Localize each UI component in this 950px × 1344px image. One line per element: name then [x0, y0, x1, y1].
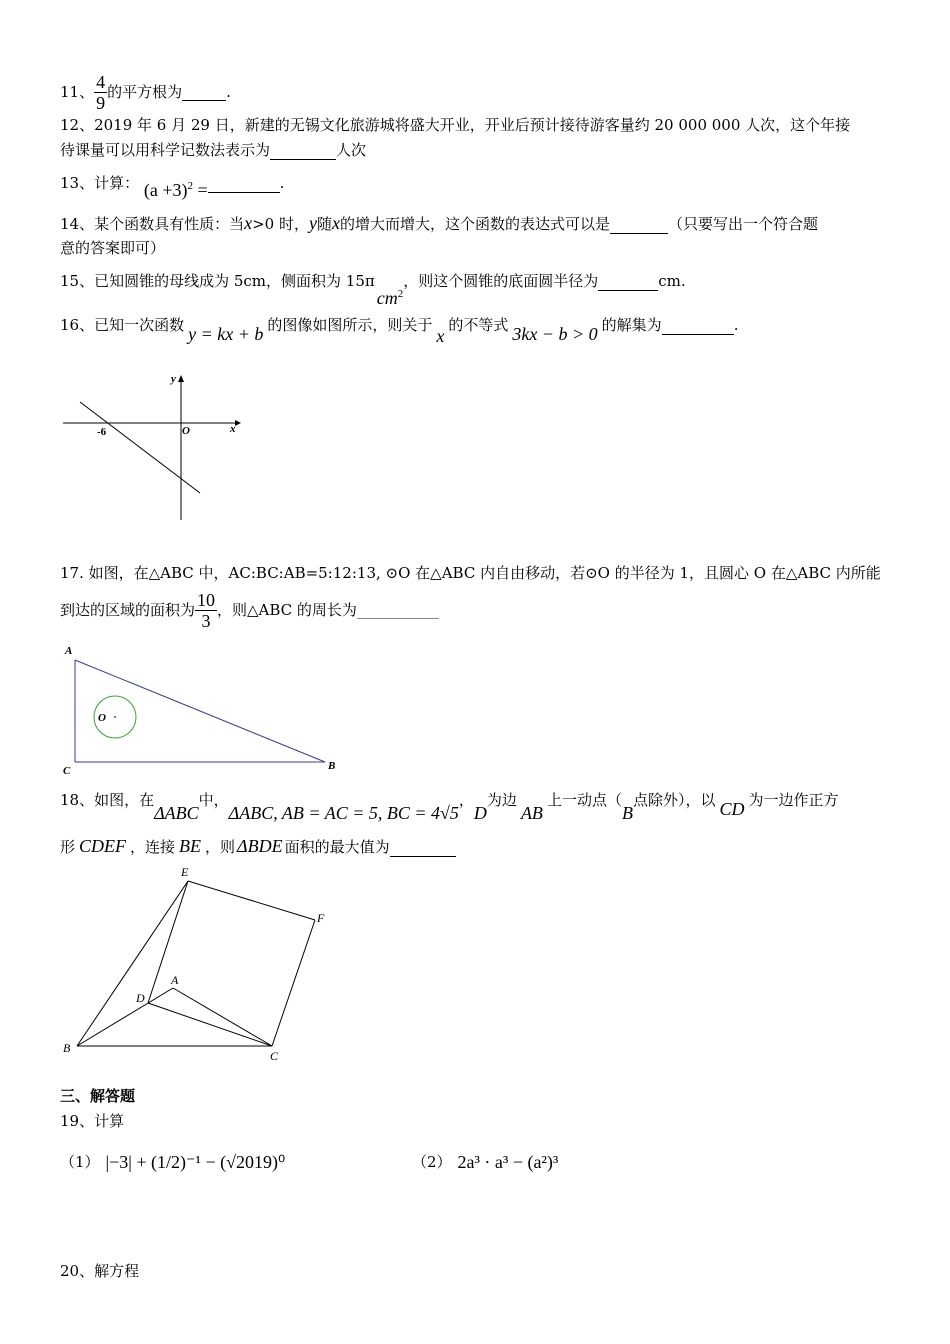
question-18-line2: [60, 836, 456, 857]
q16-text: 16、已知一次函数: [60, 316, 185, 334]
q11-fraction: [94, 72, 107, 113]
q14-x2: x: [332, 213, 340, 233]
label-O: O: [98, 712, 106, 724]
question-19-title: 19、计算: [60, 1112, 125, 1130]
q16-ineq: 3kx − b > 0: [512, 324, 598, 344]
q16-text3: 的不等式: [448, 316, 509, 334]
question-12-line1: 12、2019 年 6 月 29 日，新建的无锡文化旅游城将盛大开业，开业后预计接待游客量约 20 000 000 人次，这个年接: [60, 116, 851, 134]
q15-end: cm.: [658, 272, 686, 290]
q18-CDEF: CDEF: [79, 836, 127, 856]
q18-text-e: 上一动点（: [546, 791, 622, 809]
seg-DE: [148, 881, 188, 1003]
q18-text-g: 为一边作正方: [748, 791, 839, 809]
q11-number: 11、: [60, 83, 95, 101]
label-D: D: [136, 991, 145, 1005]
q18-square-figure: [60, 865, 340, 1065]
label-C: C: [63, 765, 71, 777]
origin-label: O: [182, 425, 190, 437]
label-B: B: [328, 760, 336, 772]
q16-text4: 的解集为: [601, 316, 662, 334]
seg-BA: [77, 988, 173, 1046]
label-B: B: [63, 1041, 71, 1055]
q18-D: D: [473, 803, 487, 823]
q15-text: 15、已知圆锥的母线成为 5cm，侧面积为 15π: [60, 272, 375, 290]
question-14-line2: 意的答案即可）: [60, 239, 166, 257]
q14-text-c: 随: [316, 215, 332, 233]
q15-unit-exp: 2: [397, 288, 404, 300]
q18-text-h: 形: [60, 838, 76, 856]
q18-text-d: 为边: [486, 791, 517, 809]
q15-unit: [377, 288, 404, 308]
center-O-dot: [114, 716, 116, 718]
question-13: [60, 168, 285, 200]
q18-BDE: ΔBDE: [237, 836, 283, 856]
q16-text2: 的图像如图所示，则关于: [267, 316, 433, 334]
label-A: A: [171, 973, 179, 987]
q12-unit: 人次: [336, 141, 367, 159]
seg-EF: [188, 881, 315, 920]
q15-unit-base: cm: [376, 288, 398, 308]
function-line: [80, 402, 200, 493]
q16-graph: [55, 370, 255, 530]
q18-text-j: ，则: [205, 838, 236, 856]
question-17-line1: 17. 如图，在△ABC 中，AC:BC:AB=5:12:13, ⊙O 在△ABC 内自由移动，若⊙O 的半径为 1，且圆心 O 在△ABC 内所能: [60, 564, 881, 582]
question-15: [60, 266, 686, 308]
side-AB: [75, 660, 325, 762]
seg-BE: [77, 881, 188, 1046]
q18-condition: ΔABC, AB = AC = 5, BC = 4√5: [228, 803, 459, 823]
q15-text2: ，则这个圆锥的底面圆半径为: [403, 272, 599, 290]
label-C: C: [270, 1049, 279, 1063]
question-19-part1: [60, 1140, 285, 1184]
q14-text-d: 的增大而增大，这个函数的表达式可以是: [340, 215, 611, 233]
q18-CD: CD: [719, 799, 745, 819]
question-18-line1: [60, 789, 839, 823]
q13-expr: [144, 180, 208, 200]
q17-frac-den: 3: [201, 610, 211, 631]
q14-text-a: 14、某个函数具有性质：当: [60, 215, 245, 233]
x-axis-label: x: [230, 423, 236, 435]
y-axis-arrow: [178, 375, 184, 382]
label-A: A: [65, 645, 73, 657]
q19-p1-expression: |−3| + (1/2)⁻¹ − (√2019)⁰: [105, 1152, 286, 1172]
q17-frac-num: 10: [197, 589, 216, 610]
q17-text-a: 到达的区域的面积为: [60, 601, 196, 619]
q18-text-c: ，: [458, 791, 474, 809]
question-12-line2: [60, 140, 366, 160]
q14-y: y: [308, 213, 317, 233]
question-16: [60, 314, 739, 346]
q12-text: 待课量可以用科学记数法表示为: [60, 141, 271, 159]
q17-answer-blank: [357, 602, 439, 619]
intercept-label: -6: [97, 426, 107, 438]
q18-text-k: 面积的最大值为: [284, 838, 390, 856]
y-axis-label: y: [171, 373, 176, 385]
q14-text-e: （只要写出一个符合题: [668, 215, 819, 233]
label-E: E: [181, 865, 189, 879]
q13-exponent: 2: [187, 180, 194, 192]
q16-answer-blank: [662, 318, 734, 335]
q13-base: (a +3): [143, 180, 188, 200]
label-F: F: [317, 911, 325, 925]
q17-triangle-figure: [60, 645, 350, 775]
q18-BE: BE: [179, 836, 202, 856]
question-19-part2: [412, 1140, 558, 1184]
q13-answer-blank: [208, 176, 280, 193]
q16-end: .: [733, 316, 739, 334]
q13-end: .: [279, 174, 285, 192]
question-20-title: 20、解方程: [60, 1262, 140, 1280]
q15-answer-blank: [598, 274, 658, 291]
q11-frac-num: 4: [96, 71, 106, 92]
q13-text: 13、计算：: [60, 174, 140, 192]
q13-equals: =: [197, 180, 208, 200]
q18-abc: ΔABC: [154, 803, 199, 823]
question-17-line2: [60, 588, 439, 632]
seg-FC: [272, 920, 315, 1046]
q18-text-f: 点除外），以: [632, 791, 716, 809]
q19-p1-label: （1）: [60, 1153, 100, 1171]
q14-text-b: >0 时，: [252, 215, 309, 233]
q18-text-a: 18、如图，在: [60, 791, 155, 809]
q14-answer-blank: [610, 217, 668, 234]
q11-frac-den: 9: [96, 92, 106, 113]
q18-answer-blank: [390, 840, 456, 857]
q17-fraction: [195, 590, 217, 631]
q12-answer-blank: [270, 143, 336, 160]
q18-text-b: 中，: [198, 791, 229, 809]
q11-end: .: [226, 83, 231, 101]
q14-x: x: [244, 213, 253, 233]
section-3-title: 三、解答题: [60, 1087, 136, 1105]
question-11: [60, 70, 231, 114]
q19-p2-label: （2）: [412, 1153, 452, 1171]
question-14-line1: [60, 213, 818, 234]
q18-text-i: ，连接: [130, 838, 176, 856]
q16-var: x: [436, 326, 445, 346]
q11-text: 的平方根为: [107, 83, 183, 101]
q18-AB: AB: [520, 803, 543, 823]
q16-func: y = kx + b: [188, 324, 264, 344]
q11-answer-blank: [182, 84, 226, 101]
q17-text-b: ，则△ABC 的周长为: [217, 601, 357, 619]
x-axis-arrow: [235, 420, 241, 426]
q18-B: B: [621, 803, 633, 823]
q19-p2-expression: 2a³ · a³ − (a²)³: [457, 1152, 559, 1172]
